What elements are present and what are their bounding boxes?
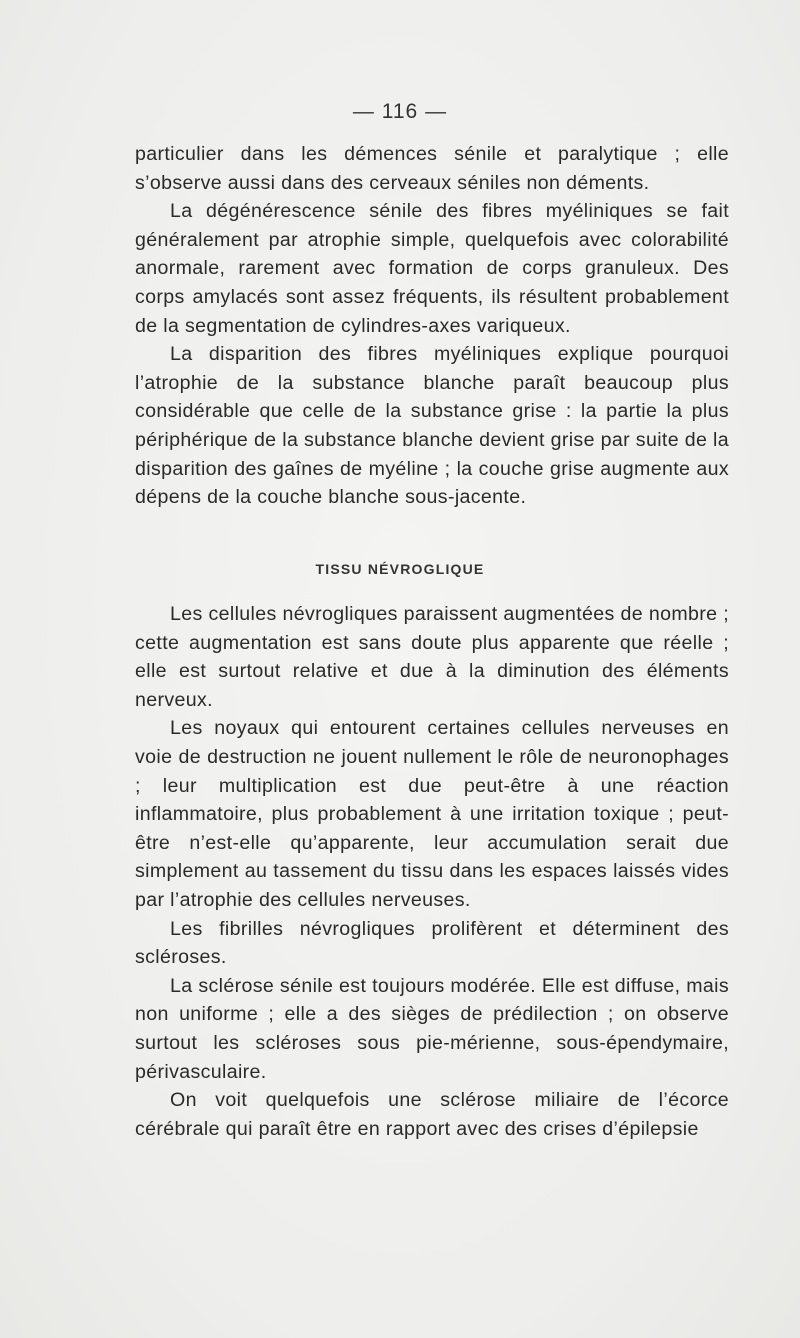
paragraph-sclerose: La sclérose sénile est toujours modérée. Elle est diffuse, mais non uniforme ; elle a des sièges de prédilection ; on observe surtout les scléroses sous pie-mérienne, sous-épendymaire, périvasculaire. — [135, 974, 729, 1083]
section-heading: TISSU NÉVROGLIQUE — [315, 561, 485, 577]
paragraph-noyaux: Les noyaux qui entourent certaines cellules nerveuses en voie de destruction ne jouent nullement le rôle de neuronophages ; leur multiplication est due peut-être à une réaction inflammatoire, plus probablement à une irritation toxique ; peut-être n’est-elle qu’apparente, leur accumulation serait due simplement au tassement du tissu dans les espaces laissés vides par l’atrophie des cellules nerveuses. — [135, 717, 729, 911]
page-number: — 116 — — [352, 100, 448, 123]
paragraph-degenerescence: La dégénérescence sénile des fibres myéliniques se fait généralement par atrophie simple, quelquefois avec colorabilité anormale, rarement avec formation de corps granuleux. Des corps amylacés sont assez fréquents, ils résultent probablement de la segmentation de cylindres-axes variqueux. — [135, 200, 729, 337]
paragraph-continuation: particulier dans les démences sénile et paralytique ; elle s’observe aussi dans des cerveaux séniles non déments. — [135, 143, 729, 194]
text-block-before-heading — [135, 140, 729, 512]
paragraph-sclerose-miliaire: On voit quelquefois une sclérose miliaire de l’écorce cérébrale qui paraît être en rapport avec des crises d’épilepsie — [135, 1089, 729, 1140]
paragraph-cellules: Les cellules névrogliques paraissent augmentées de nombre ; cette augmentation est sans doute plus apparente que réelle ; elle est surtout relative et due à la diminution des éléments nerveux. — [135, 603, 729, 711]
paragraph-fibrilles: Les fibrilles névrogliques prolifèrent et déterminent des scléroses. — [135, 917, 729, 969]
text-block-after-heading — [135, 600, 729, 1143]
paragraph-disparition: La disparition des fibres myéliniques explique pourquoi l’atrophie de la substance blanche paraît beaucoup plus considérable que celle de la substance grise : la partie la plus périphérique de la substance blanche devient grise par suite de la disparition des gaînes de myéline ; la couche grise augmente aux dépens de la couche blanche sous-jacente. — [135, 343, 729, 509]
